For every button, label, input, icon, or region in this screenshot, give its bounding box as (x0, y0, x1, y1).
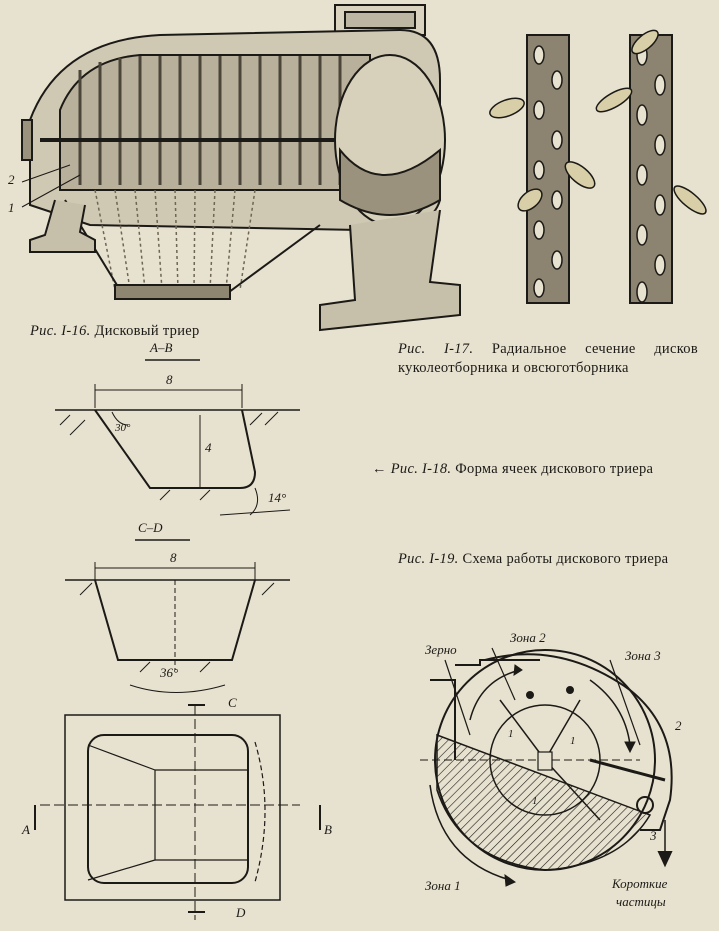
caption-fig-19-text: Схема работы дискового триера (462, 551, 669, 567)
scheme-label-1a: 1 (508, 728, 514, 740)
section-ab-label: A–B (150, 340, 173, 355)
caption-fig-18 (372, 460, 697, 479)
grain-label: Зерно (425, 642, 457, 657)
part-label-2: 2 (8, 172, 15, 187)
caption-fig-17-text: Радиальное сечение дисков куколеотборника и овсюготборника (398, 341, 698, 376)
trier-scheme (420, 648, 672, 886)
caption-fig-18-number: Рис. I-18. (390, 461, 452, 477)
zone-1-label: Зона 1 (425, 878, 461, 893)
scheme-label-2: 2 (675, 718, 682, 733)
section-mark-b: B (324, 822, 332, 837)
zone-2-label: Зона 2 (510, 630, 546, 645)
depth-dimension: 4 (205, 440, 212, 455)
caption-fig-19 (398, 550, 698, 569)
part-label-1: 1 (8, 200, 15, 215)
width-dimension-top: 8 (166, 372, 173, 387)
short-particles-label-line2: частицы (616, 894, 666, 909)
section-mark-c: C (228, 695, 237, 710)
caption-fig-16-text: Дисковый триер (94, 323, 200, 339)
scheme-label-3: 3 (650, 828, 657, 843)
caption-fig-18-arrow: ← (372, 461, 387, 477)
section-cd-label: C–D (138, 520, 163, 535)
angle-14-label: 14° (268, 490, 287, 505)
caption-fig-17 (398, 340, 698, 378)
section-mark-a: A (22, 822, 30, 837)
angle-30-label: 30° (115, 422, 131, 434)
scheme-label-1b: 1 (570, 735, 576, 747)
caption-fig-17-number: Рис. I-17. (398, 341, 474, 357)
cell-shape-drawings (35, 360, 320, 920)
short-particles-label-line1: Короткие (612, 876, 668, 891)
angle-36-label: 36° (160, 665, 179, 680)
caption-fig-16-number: Рис. I-16. (30, 323, 91, 339)
width-dimension-mid: 8 (170, 550, 177, 565)
caption-fig-18-text: Форма ячеек дискового триера (455, 461, 654, 477)
section-mark-d: D (236, 905, 246, 920)
caption-fig-16 (30, 322, 330, 341)
zone-3-label: Зона 3 (625, 648, 661, 663)
caption-fig-19-number: Рис. I-19. (398, 551, 459, 567)
disc-sections (487, 26, 709, 303)
scheme-label-1c: 1 (532, 795, 538, 807)
trier-drawing (22, 5, 460, 330)
